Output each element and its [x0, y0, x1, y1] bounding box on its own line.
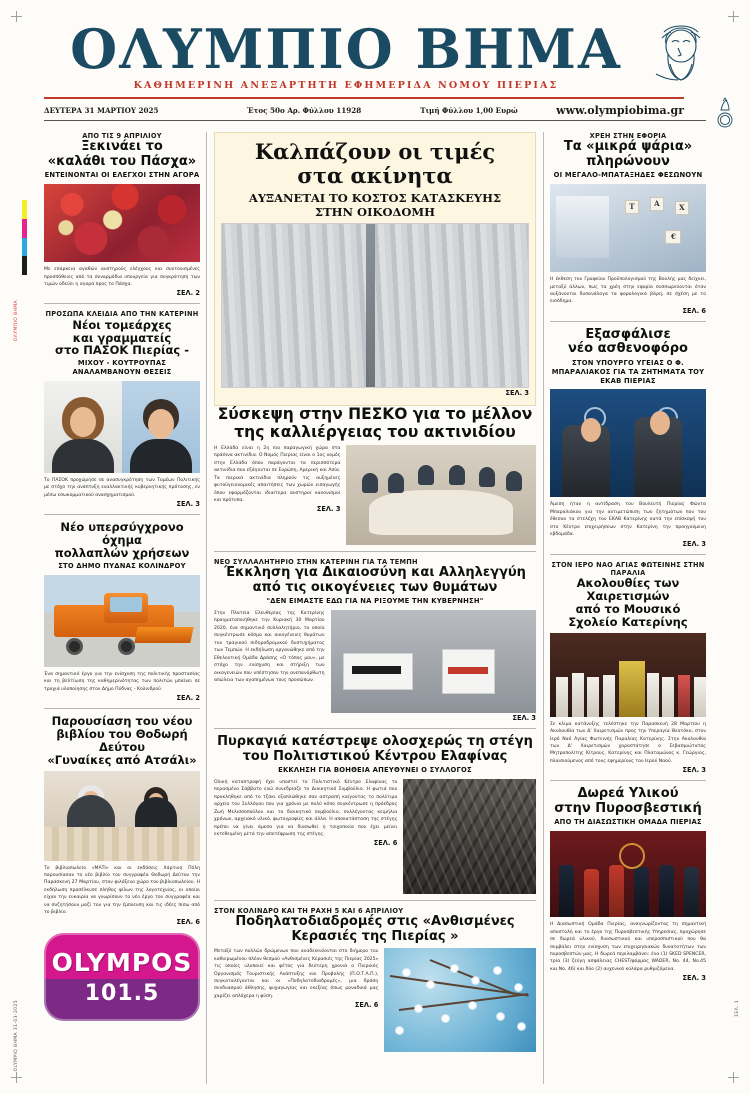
- headline-line-2: βιβλίου του Θοδωρή Δεύτου: [56, 726, 188, 754]
- page-reference[interactable]: ΣΕΛ. 2: [176, 694, 200, 703]
- headline-line-2: της καλλιέργειας του ακτινιδίου: [234, 422, 516, 441]
- body-text: Άμεση ήταν η αντίδραση του Βουλευτή Πιερίας Φώντα Μπαραλιάκου για την αντιμετώπιση των ζητημάτων που του έθεσαν τα στελέχη του ΕΚΑΒ Κατερίνης κατά την επίσκεψή του στο Κέντρο επιχειρήσεων στην Κατερίνη την προηγούμενη εβδομάδα.: [550, 502, 706, 538]
- body-text: Μεταξύ των πολλών δρώμενων που αναδεικνύονται στο διήμερο του καθιερωμένου πλέον θεσμού «Ανθισμένες Κερασιές της Πιερίας 2025» τις οποίες υλοποιεί και φέτος για δεύτερη χρονιά ο Πιερικός Οργανισμός Τουριστικής Ανάπτυξης και Προβολής (Π.Ο.Τ.Α.Π.), συγκαταλέγονται και οι «Ποδηλατοδιαδρομές», μια δράση συνδυασμού άθλησης, ψυχαγωγίας και εκεξίας όπως μοναδικά μας χαρίζει απλόχερα η φύση.: [214, 949, 379, 999]
- page-reference[interactable]: ΣΕΛ. 3: [505, 389, 529, 398]
- headline-line-1: Νέοι τομεάρχες: [72, 317, 172, 332]
- body-text: Η Διασωστική Ομάδα Πιερίας, αναγνωρίζοντας τη σημαντική αποστολή και το έργο της Πυροσβεστικής Υπηρεσίας, προχώρησε σε δωρεά υλικού, διασωστικού και υπερασπιστικού που θα συμβάλει στην ενίσχυση των επιχειρησιακών δυνατοτήτων των πυροσβεστών μας. Η δωρεά περιλαμβάνει: ένα (1) SKED SPENCER, τρία (3) ζεύγη ασφάλειας CHEST/φόρμας WADER, No. 44, No.45 και No. 46) και δύο (2) αυχενικά κολάρα ρυθμιζόμενα.: [550, 922, 706, 972]
- headline-line-1: Εξασφάλισε: [585, 326, 671, 342]
- olympos-radio-ad[interactable]: [44, 933, 200, 1021]
- seal-stamp-icon: [712, 95, 738, 129]
- left-column: [44, 132, 207, 1084]
- story-photo: [403, 779, 536, 894]
- page-reference[interactable]: ΣΕΛ. 3: [316, 505, 341, 514]
- story-photo: [384, 948, 536, 1052]
- publication-date: ΔΕΥΤΕΡΑ 31 ΜΑΡΤΙΟΥ 2025: [44, 105, 159, 115]
- kicker: ΑΠΟ ΤΙΣ 9 ΑΠΡΙΛΙΟΥ: [82, 132, 162, 140]
- story-lead-real-estate[interactable]: [214, 132, 536, 406]
- headline-line-3: στο ΠΑΣΟΚ Πιερίας -: [55, 343, 189, 358]
- page-reference[interactable]: ΣΕΛ. 3: [682, 539, 706, 548]
- page-reference[interactable]: ΣΕΛ. 6: [682, 306, 706, 315]
- story-photo: [331, 610, 536, 713]
- story-text-block: [214, 779, 397, 848]
- headline-line-3: Σχολείο Κατερίνης: [568, 614, 688, 629]
- body-text: Η Ελλάδα είναι η 2η πιο παραγωγική χώρα στα πράσινα ακτινίδια. Ο Νομός Πιερίας είναι ο 1ος νομός στην Ελλάδα όπου παράγονται τα περισσότερα ακτινίδια που εξάγονται σε Ευρώπη, Αμερική και Ασία. Τα πιερικά ακτινίδια πληρούν τις αυξημένες φυτοϋγειονομικές απαιτήσεις των χωρών εισαγωγής όπου εφαρμόζονται ιδιαίτερα αυστηροί κανονισμοί και πρότυπα.: [214, 445, 341, 503]
- headline-line-2: Κερασιές της Πιερίας »: [291, 928, 459, 944]
- headline-line-3: «Γυναίκες από Ατσάλι»: [47, 752, 197, 767]
- masthead-info-bar: [44, 104, 684, 117]
- ad-frequency: 101.5: [84, 980, 160, 1006]
- page-reference[interactable]: ΣΕΛ. 3: [682, 974, 706, 983]
- page-reference[interactable]: ΣΕΛ. 2: [176, 289, 200, 298]
- subheadline: ΜΙΧΟΥ - ΚΟΥΤΡΟΥΠΑΣ ΑΝΑΛΑΜΒΑΝΟΥΝ ΘΕΣΕΙΣ: [72, 359, 172, 377]
- story-photo: [346, 445, 536, 545]
- body-text: Με επάρκεια αγαθών αυστηρούς ελέγχους και συντονισμένες προσπάθειες από τα συναρμόδια υπουργεία για συγκράτηση των τιμών οδεύει η αγορά προς το Πάσχα.: [44, 267, 200, 288]
- headline-line-1: Δωρεά Υλικού: [577, 786, 679, 802]
- headline-line-2: και γραμματείς: [72, 330, 172, 345]
- body-text: Το βιβλιοπωλείο «ΜΑΤΙ» και οι εκδόσεις Χάρτινη Πόλη παρουσίασαν το νέο βιβλίο του συγγραφέα Θοδωρή Δεύτου την Παρασκευή 27 Μαρτίου, στον φιλόξενο χώρο του βιβλιοπωλείου. Η εκδήλωση προσέλκυσε πλήθος φίλων της λογοτεχνίας, οι οποίοι είχαν την ευκαιρία να γνωρίσουν το νέο έργο του συγγραφέα και να συζητήσουν μαζί του για την έμπνευση και τις ιδέες πίσω από το βιβλίο.: [44, 865, 200, 916]
- headline-line-2: νέο ασθενοφόρο: [568, 341, 688, 357]
- headline-line-2: από το Μουσικό: [575, 601, 681, 616]
- story-book-presentation[interactable]: [44, 708, 200, 926]
- subheadline: ΕΚΚΛΗΣΗ ΓΙΑ ΒΟΗΘΕΙΑ ΑΠΕΥΘΥΝΕΙ Ο ΣΥΛΛΟΓΟΣ: [278, 766, 472, 775]
- story-new-vehicle[interactable]: [44, 514, 200, 702]
- crop-mark-icon: [728, 1072, 739, 1083]
- story-text-block: [214, 610, 325, 684]
- lead-subheadline-line-2: ΣΤΗΝ ΟΙΚΟΔΟΜΗ: [314, 204, 435, 219]
- page-reference[interactable]: ΣΕΛ. 3: [512, 714, 536, 723]
- body-text: Ένα σημαντικό έργο για την ενίσχυση της πολιτικής προστασίας και τη βελτίωση της καθημερινότητας των πολιτών μπαίνει σε τροχιά υλοποίησης στον Δήμο Πύδνας - Κολινδρού.: [44, 671, 200, 692]
- masthead-divider: [44, 97, 684, 99]
- story-pasok-appointments[interactable]: [44, 303, 200, 508]
- kicker: ΧΡΕΗ ΣΤΗΝ ΕΦΟΡΙΑ: [589, 132, 667, 140]
- story-tax-debts[interactable]: [550, 132, 706, 315]
- page-reference[interactable]: ΣΕΛ. 6: [354, 1001, 379, 1010]
- newspaper-subtitle: ΚΑΘΗΜΕΡΙΝΗ ΑΝΕΞΑΡΤΗΤΗ ΕΦΗΜΕΡΙΔΑ ΝΟΜΟΥ ΠΙΕΡΙΑΣ: [133, 80, 559, 92]
- right-column: [543, 132, 706, 1084]
- story-photo: [44, 575, 200, 667]
- headline-line-1: Ποδηλατοδιαδρομές στις «Ανθισμένες: [235, 914, 515, 930]
- headline-line-1: Σύσκεψη στην ΠΕΣΚΟ για το μέλλον: [217, 405, 533, 424]
- page-reference[interactable]: ΣΕΛ. 6: [176, 917, 200, 926]
- story-music-school-service[interactable]: [550, 554, 706, 775]
- story-photo: [44, 381, 200, 473]
- crop-mark-icon: [728, 11, 739, 22]
- subheadline: ΑΠΟ ΤΗ ΔΙΑΣΩΣΤΙΚΗ ΟΜΑΔΑ ΠΙΕΡΙΑΣ: [554, 818, 702, 827]
- headline-line-2: πολλαπλών χρήσεων: [54, 546, 190, 561]
- story-pesko-kiwi[interactable]: [214, 406, 536, 545]
- crop-mark-icon: [11, 11, 22, 22]
- headline-line-2: του Πολιτιστικού Κέντρου Ελαφίνας: [242, 748, 508, 764]
- story-easter-basket[interactable]: [44, 132, 200, 297]
- story-tempi-rally[interactable]: [214, 551, 536, 722]
- body-text: Σε κλίμα κατάνυξης τελέστηκε την Παρασκευή 28 Μαρτίου η Ακολουθία των Δ' Χαιρετισμών προς την Υπεραγία Θεοτόκο, στον Ιερό Ναό Αγίας Φωτεινής Παραλίας Κατερίνης. Στην Ακολουθία των Δ' Χαιρετισμών χοροστάτησε ο Σεβασμιώτατος Μητροπολίτης Κίτρους, Κατερίνης και Πλαταμώνος κ. Γεώργιος, πλαισιούμενος από τους εφημερίους του Ιερού Ναού.: [550, 721, 706, 764]
- color-registration-bar: [22, 200, 27, 275]
- newspaper-title: ΟΛΥΜΠΙΟ ΒΗΜΑ: [70, 17, 622, 81]
- story-photo: [550, 633, 706, 717]
- cover-price: Τιμή Φύλλου 1,00 Ευρώ: [420, 105, 518, 115]
- story-photo: [44, 771, 200, 861]
- subheadline: ΣΤΟΝ ΥΠΟΥΡΓΟ ΥΓΕΙΑΣ Ο Φ. ΜΠΑΡΑΛΙΑΚΟΣ ΓΙΑ ΤΑ ΖΗΤΗΜΑΤΑ ΤΟΥ ΕΚΑΒ ΠΙΕΡΙΑΣ: [551, 359, 705, 385]
- headline-line-1: Παρουσίαση του νέου: [51, 714, 193, 729]
- kicker: ΠΡΟΣΩΠΑ ΚΛΕΙΔΙΑ ΑΠΟ ΤΗΝ ΚΑΤΕΡΙΝΗ: [45, 310, 199, 319]
- body-text: Το ΠΑΣΟΚ προχώρησε σε ανασυγκρότηση των Τομέων Πολιτικής με στόχο την ανάπτυξη εναλλακτικής κυβερνητικής πρότασης, εν μέσω εσωκομματικού ανασχηματισμού.: [44, 477, 200, 498]
- headline-line-1: Νέο υπερσύγχρονο όχημα: [60, 520, 184, 548]
- issue-number: Έτος 50ο Αρ. Φύλλου 11928: [246, 105, 362, 115]
- masthead-divider-2: [44, 120, 706, 121]
- side-mark-left-red: ΟΛΥΜΠΙΟ ΒΗΜΑ: [14, 300, 19, 342]
- story-new-ambulance[interactable]: [550, 321, 706, 548]
- story-fire-service-donation[interactable]: [550, 780, 706, 982]
- headline-line-2: «καλάθι του Πάσχα»: [47, 153, 197, 169]
- zeus-head-icon: [652, 22, 710, 94]
- center-column: [207, 132, 543, 1084]
- story-text-block: [214, 948, 378, 1009]
- lead-headline-line-1: Καλπάζουν οι τιμές: [254, 139, 496, 164]
- kicker: ΣΤΟΝ ΙΕΡΟ ΝΑΟ ΑΓΙΑΣ ΦΩΤΕΙΝΗΣ ΣΤΗΝ ΠΑΡΑΛΙΑ: [551, 560, 705, 577]
- body-text: Ολική καταστροφή έχει υποστεί το Πολιτιστικό Κέντρο Ελαφίνας το περασμένο Σάββατο ενώ συνεδρίαζε το Διοικητικό Συμβούλιο. Η φωτιά που προκλήθηκε από το τζάκι εξαπλώθηκε σαν αστραπή καίγοντας το πολύτιμο αρχείο του Συλλόγου που για χρόνια με πολύ κόπο συγκέντρωσε η πρόεδρος Ζωή Μελισσοπούλου και το διοικητικό συμβούλιο, συλλέγοντας κειμήλια χρόνων, αρχειακό υλικό, φωτογραφίες και άλλα. Η αποκατάσταση της στέγης πρέπει να γίνει άμεσα για να διασωθεί η τοιχοποιία που έχει μείνει εκτεθειμένη μετά την αποτέφρωση της στέγης.: [214, 779, 398, 838]
- headline-line-1: Ακολουθίες των Χαιρετισμών: [576, 576, 680, 604]
- subheadline: ΕΝΤΕΙΝΟΝΤΑΙ ΟΙ ΕΛΕΓΧΟΙ ΣΤΗΝ ΑΓΟΡΑ: [44, 171, 200, 180]
- story-cherry-bike-routes[interactable]: [214, 900, 536, 1052]
- headline-line-2: στην Πυροσβεστική: [554, 800, 702, 816]
- subheadline: "ΔΕΝ ΕΙΜΑΣΤΕ ΕΔΩ ΓΙΑ ΝΑ ΡΙΞΟΥΜΕ ΤΗΝ ΚΥΒΕΡΝΗΣΗ": [266, 597, 484, 606]
- side-mark-right-bottom: ΣΕΛ. 1: [735, 1000, 740, 1017]
- kicker: ΝΕΟ ΣΥΛΛΑΛΗΤΗΡΙΟ ΣΤΗΝ ΚΑΤΕΡΙΝΗ ΓΙΑ ΤΑ ΤΕΜΠΗ: [214, 557, 418, 566]
- website-url[interactable]: www.olympiobima.gr: [556, 103, 684, 117]
- body-text: Η έκθεση του Γραφείου Προϋπολογισμού της Βουλής μας δείχνει, μεταξύ άλλων, πως τα χρέη στην εφορία συσσωρεύονται όταν αυξάνονται δυσανάλογα τα φορολογικά βάρη, σε σχέση με το εισόδημα.: [550, 277, 706, 305]
- content-columns: [44, 132, 706, 1084]
- side-mark-left-bottom: OLYMPIO BHMA 31-03-2025: [14, 1000, 19, 1072]
- headline-line-1: Ξεκινάει το: [81, 139, 163, 155]
- crop-mark-icon: [11, 1072, 22, 1083]
- body-text: Στην Πλατεία Ελευθερίας της Κατερίνης πραγματοποιήθηκε την Κυριακή 30 Μαρτίου 2020, ένα σημαντικό συλλαλητήριο, το οποίο συγκέντρωσε κόσμο και οικογένειες θυμάτων του τραγικού σιδηροδρομικού δυστυχήματος των Τεμπών. Η εκδήλωση οργανώθηκε από την Εθελοντική Ομάδα Δράσης «Ο τόπος μου», με στόχο την ενίσχυση και στήριξη των οικογενειών που υπέστησαν την ανεπανόρθωτη απώλεια των αγαπημένων τους προσώπων.: [214, 611, 325, 683]
- page-reference[interactable]: ΣΕΛ. 6: [373, 839, 398, 848]
- lead-headline-line-2: στα ακίνητα: [297, 162, 453, 188]
- headline-line-1: Τα «μικρά ψάρια»: [563, 139, 693, 155]
- story-photo: [550, 831, 706, 917]
- story-photo: [550, 389, 706, 497]
- headline-line-2: από τις οικογένειες των θυμάτων: [252, 579, 498, 595]
- ad-brand-name: OLYMPOS: [51, 947, 193, 977]
- page-reference[interactable]: ΣΕΛ. 3: [682, 766, 706, 775]
- masthead: [44, 17, 706, 121]
- page-reference[interactable]: ΣΕΛ. 3: [176, 500, 200, 509]
- kicker: ΣΤΟΝ ΚΟΛΙΝΔΡΟ ΚΑΙ ΤΗ ΡΑΧΗ 5 ΚΑΙ 6 ΑΠΡΙΛΙΟΥ: [214, 906, 404, 915]
- story-elafina-fire[interactable]: [214, 728, 536, 894]
- subheadline: ΟΙ ΜΕΓΑΛΟ-ΜΠΑΤΑΞΗΔΕΣ ΦΕΣΩΝΟΥΝ: [553, 171, 703, 180]
- story-text-block: [214, 445, 340, 514]
- headline-line-2: πληρώνουν: [586, 153, 670, 169]
- story-photo: [44, 184, 200, 262]
- lead-subheadline-line-1: ΑΥΞΑΝΕΤΑΙ ΤΟ ΚΟΣΤΟΣ ΚΑΤΑΣΚΕΥΗΣ: [248, 191, 502, 206]
- subheadline: ΣΤΟ ΔΗΜΟ ΠΥΔΝΑΣ ΚΟΛΙΝΔΡΟΥ: [58, 561, 186, 570]
- lead-photo: [221, 223, 529, 388]
- headline-line-1: Έκκληση για Δικαιοσύνη και Αλληλεγγύη: [224, 565, 526, 581]
- headline-line-1: Πυρκαγιά κατέστρεψε ολοσχερώς τη στέγη: [217, 734, 533, 750]
- story-photo: Τ Α Χ €: [550, 184, 706, 272]
